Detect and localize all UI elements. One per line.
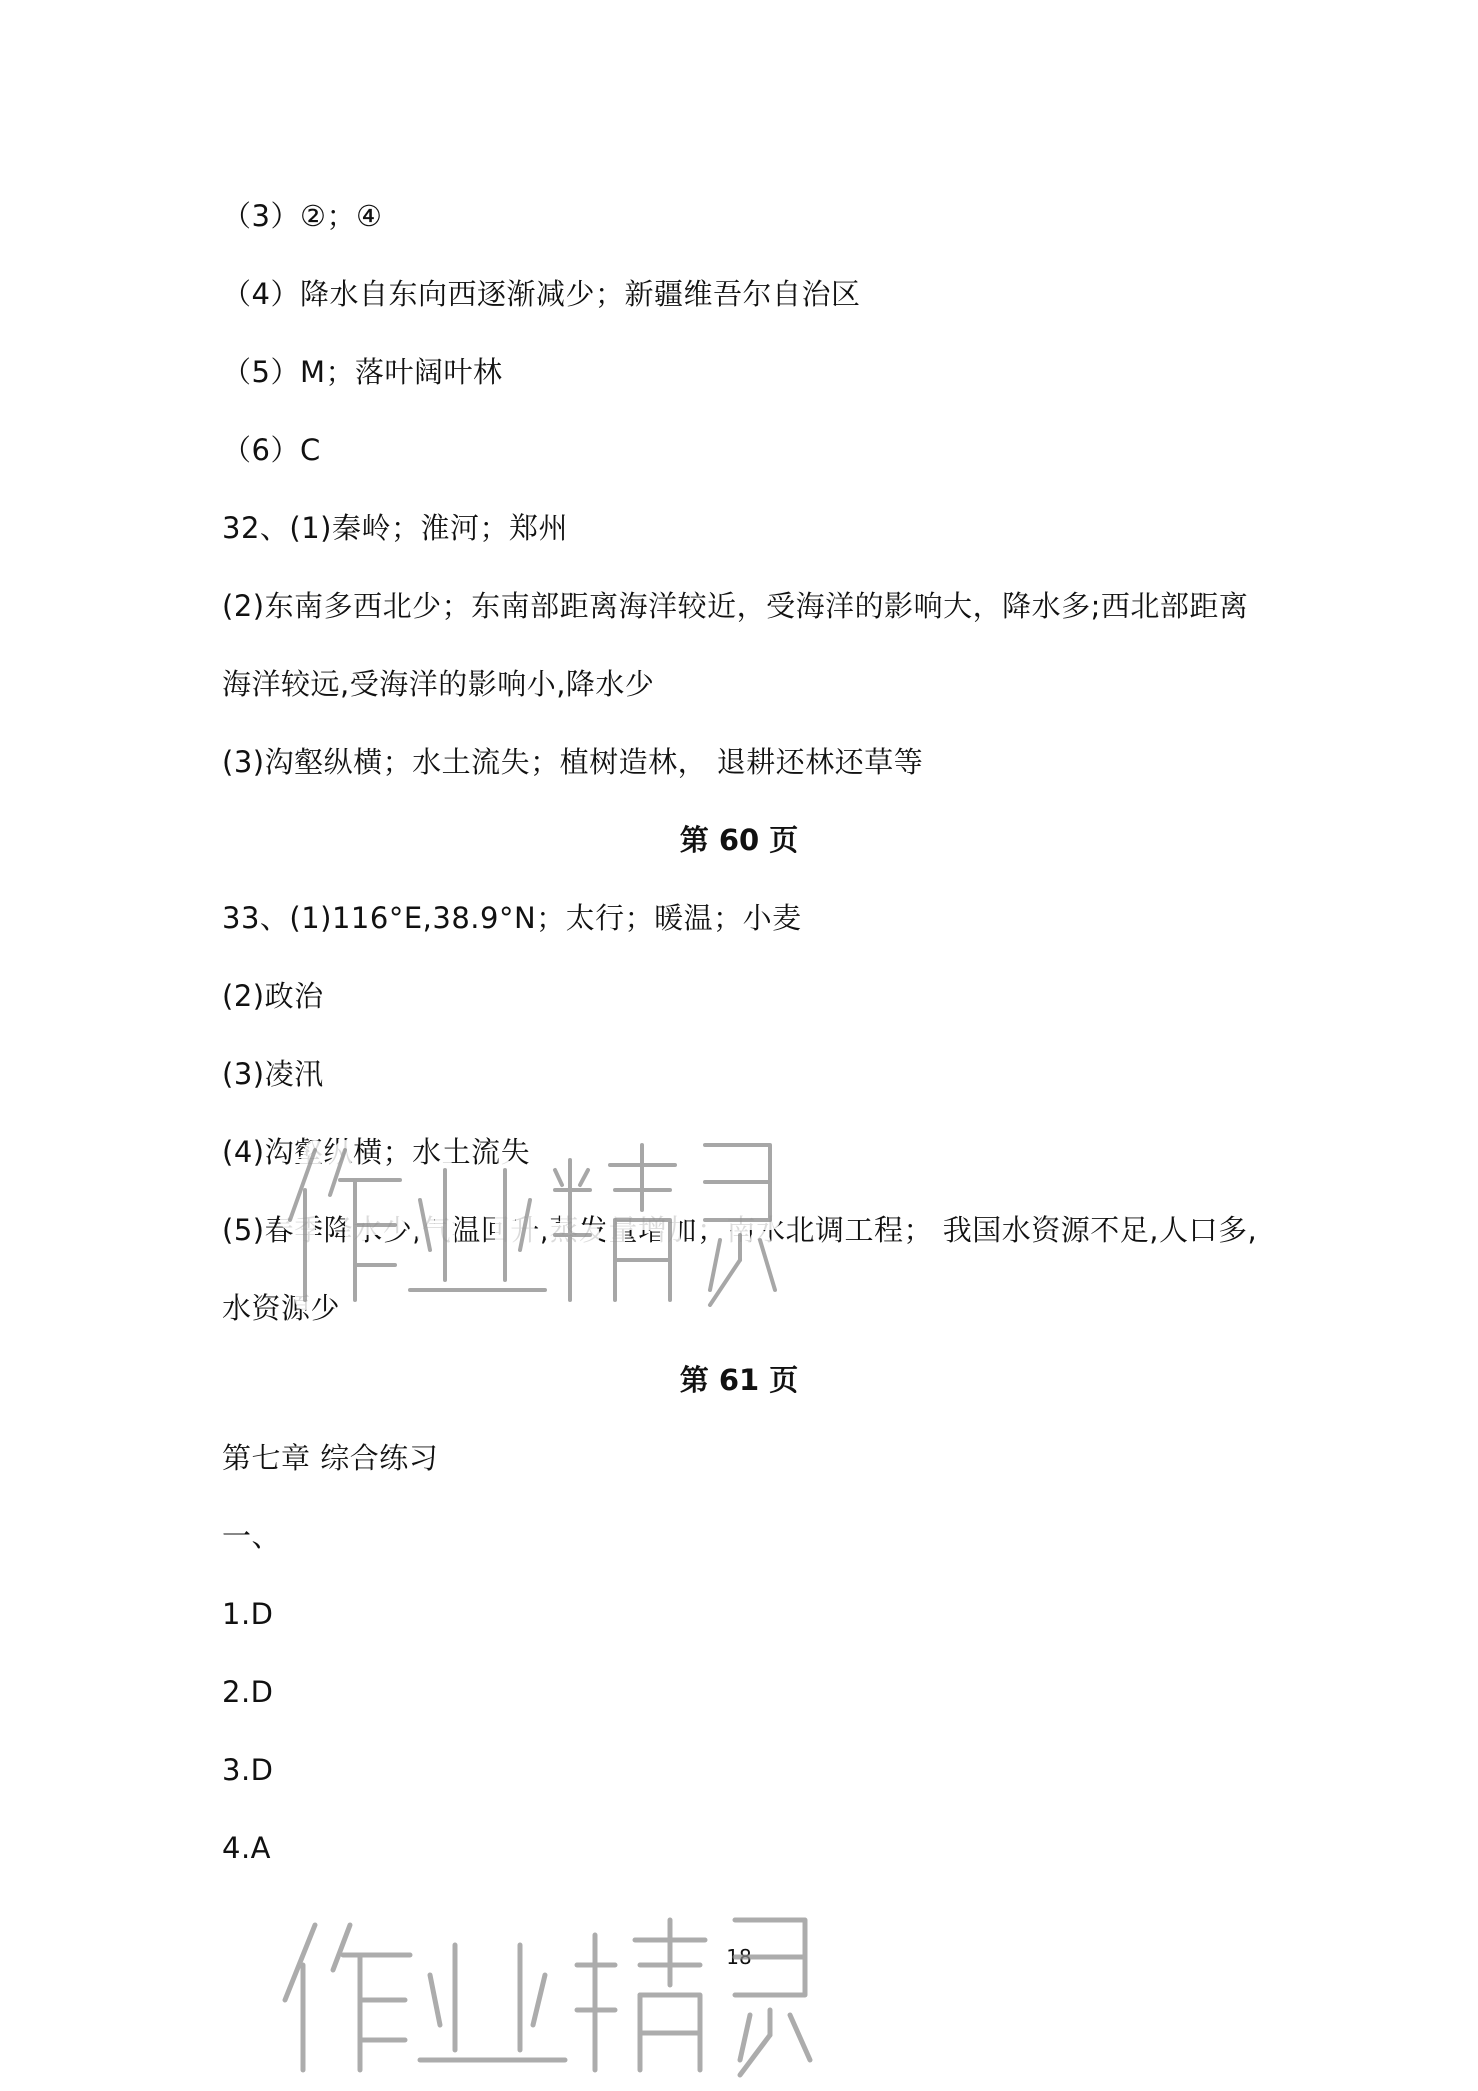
answer-line: (2)东南多西北少；东南部距离海洋较近，受海洋的影响大，降水多;西北部距离 xyxy=(222,589,1249,623)
answer-line: 3.D xyxy=(222,1753,274,1787)
watermark-logo xyxy=(265,1895,825,2085)
answer-line: 1.D xyxy=(222,1597,274,1631)
answer-line: 水资源少 xyxy=(222,1291,341,1325)
answer-line: 33、(1)116°E,38.9°N；太行；暖温；小麦 xyxy=(222,901,802,935)
answer-line: (4)沟壑纵横；水土流失 xyxy=(222,1135,531,1169)
page-heading: 第 61 页 xyxy=(679,1363,799,1397)
answer-line: 一、 xyxy=(222,1519,282,1553)
answer-line: (5)春季降水少,气温回升,蒸发量增加；南水北调工程； 我国水资源不足,人口多, xyxy=(222,1213,1258,1247)
answer-line: （5）M；落叶阔叶林 xyxy=(222,355,503,389)
answer-line: (3)凌汛 xyxy=(222,1057,324,1091)
answer-line: （3）②；④ xyxy=(222,199,383,233)
answer-line: 32、(1)秦岭；淮河；郑州 xyxy=(222,511,568,545)
answer-line: (3)沟壑纵横；水土流失；植树造林， 退耕还林还草等 xyxy=(222,745,924,779)
answer-line: 2.D xyxy=(222,1675,274,1709)
answer-line: （6）C xyxy=(222,433,321,467)
page-number: 18 xyxy=(726,1945,752,1969)
answer-line: 海洋较远,受海洋的影响小,降水少 xyxy=(222,667,655,701)
page-heading: 第 60 页 xyxy=(679,823,799,857)
section-title: 第七章 综合练习 xyxy=(222,1441,439,1475)
answer-line: (2)政治 xyxy=(222,979,324,1013)
answer-line: 4.A xyxy=(222,1831,272,1865)
answer-line: （4）降水自东向西逐渐减少；新疆维吾尔自治区 xyxy=(222,277,861,311)
